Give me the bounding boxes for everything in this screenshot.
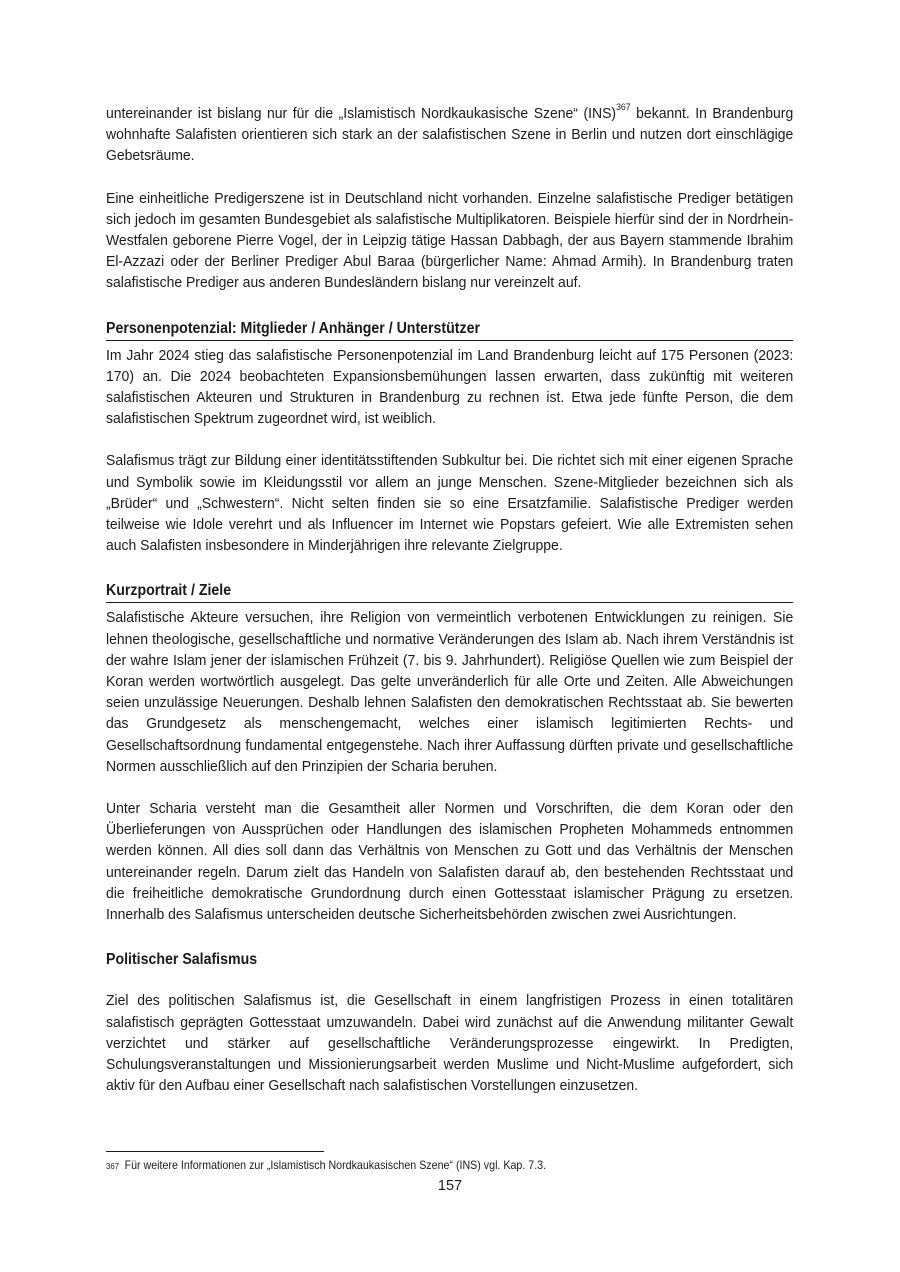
intro-text-after-footnote: bekannt. In Brandenburg wohnhafte Salafisten orientieren sich stark an der salafistischen Szene in Berlin und nutzen dort einschlägige Gebetsräume.: [106, 105, 794, 165]
kurzportrait-paragraph-1: Salafistische Akteure versuchen, ihre Religion von vermeintlich verbotenen Entwicklungen zu reinigen. Sie lehnen theologische, gesellschaftliche und normative Veränderungen des Islam ab. Nach ihrem Verständnis ist der wahre Islam jener der islamischen Frühzeit (7. bis 9. Jahrhundert). Religiöse Quellen wie zum Beispiel der Koran werden wortwörtlich ausgelegt. Das gelte unveränderlich für alle Orte und Zeiten. Alle Abweichungen seien unzulässige Neuerungen. Deshalb lehnen Salafisten den demokratischen Rechtsstaat ab. Sie bewerten das Grundgesetz als menschengemacht, welches einer islamisch legitimierten Rechts- und Gesellschaftsordnung fundamental entgegenstehe. Nach ihrer Auffassung dürften private und gesellschaftliche Normen ausschließlich auf den Prinzipien der Scharia beruhen.: [106, 609, 794, 775]
page-number: 157: [437, 1178, 463, 1194]
intro-text-before-footnote: untereinander ist bislang nur für die „Islamistisch Nordkaukasische Szene“ (INS): [106, 105, 617, 122]
footnote: [106, 1159, 546, 1173]
footnote-reference[interactable]: 367: [616, 102, 631, 113]
personen-paragraph-1: Im Jahr 2024 stieg das salafistische Personenpotenzial im Land Brandenburg leicht auf 175 Personen (2023: 170) an. Die 2024 beobachteten Expansionsbemühungen lassen erwarten, dass zukünftig mit weiteren salafistischen Akteuren und Strukturen in Brandenburg zu rechnen ist. Etwa jede fünfte Person, die dem salafistischen Spektrum zugeordnet wird, ist weiblich.: [106, 346, 794, 428]
heading-kurzportrait: Kurzportrait / Ziele: [106, 580, 793, 603]
footnote-number: 367: [106, 1161, 120, 1171]
heading-politischer-salafismus: Politischer Salafismus: [106, 951, 258, 969]
page-body: [106, 103, 793, 1096]
kurzportrait-paragraph-2: Unter Scharia versteht man die Gesamtheit aller Normen und Vorschriften, die dem Koran oder den Überlieferungen von Aussprüchen oder Handlungen des islamischen Propheten Mohammeds entnommen werden können. All dies soll dann das Verhältnis von Menschen zu Gott und das Verhältnis der Menschen untereinander regeln. Darum zielt das Handeln von Salafisten darauf ab, den bestehenden Rechtsstaat und die freiheitliche demokratische Grundordnung durch einen Gottesstaat islamischer Prägung zu ersetzen. Innerhalb des Salafismus unterscheiden deutsche Sicherheitsbehörden zwischen zwei Ausrichtungen.: [106, 800, 794, 924]
footnote-divider: [106, 1151, 324, 1152]
heading-personenpotenzial: Personenpotenzial: Mitglieder / Anhänger / Unterstützer: [106, 318, 793, 341]
intro-paragraph-2: Eine einheitliche Predigerszene ist in Deutschland nicht vorhanden. Einzelne salafistische Prediger betätigen sich jedoch im gesamten Bundesgebiet als salafistische Multiplikatoren. Beispiele hierfür sind der in Nordrhein-Westfalen geborene Pierre Vogel, der in Leipzig tätige Hassan Dabbagh, der aus Bayern stammende Ibrahim El-Azzazi oder der Berliner Prediger Abul Baraa (bürgerlicher Name: Ahmad Armih). In Brandenburg traten salafistische Prediger aus anderen Bundesländern bislang nur vereinzelt auf.: [106, 189, 794, 292]
footnote-text: Für weitere Informationen zur „Islamistisch Nordkaukasischen Szene“ (INS) vgl. Kap. 7.3.: [124, 1159, 547, 1172]
personen-paragraph-2: Salafismus trägt zur Bildung einer identitätsstiftenden Subkultur bei. Die richtet sich mit einer eigenen Sprache und Symbolik sowie im Kleidungsstil vor allem an junge Menschen. Szene-Mitglieder bezeichnen sich als „Brüder“ und „Schwestern“. Nicht selten finden sie so eine Ersatzfamilie. Salafistische Prediger werden teilweise wie Idole verehrt und als Influencer im Internet wie Popstars gefeiert. Wie alle Extremisten sehen auch Salafisten insbesondere in Minderjährigen ihre relevante Zielgruppe.: [106, 452, 794, 555]
intro-paragraph-1: [106, 103, 793, 167]
politisch-paragraph-1: Ziel des politischen Salafismus ist, die Gesellschaft in einem langfristigen Prozess in einen totalitären salafistisch geprägten Gottesstaat umzuwandeln. Dabei wird zunächst auf die Anwendung militanter Gewalt verzichtet und stärker auf gesellschaftliche Veränderungsprozesse eingewirkt. In Predigten, Schulungsveranstaltungen und Missionierungsarbeit werden Muslime und Nicht-Muslime aufgefordert, sich aktiv für den Aufbau einer Gesellschaft nach salafistischen Vorstellungen einzusetzen.: [106, 992, 794, 1095]
